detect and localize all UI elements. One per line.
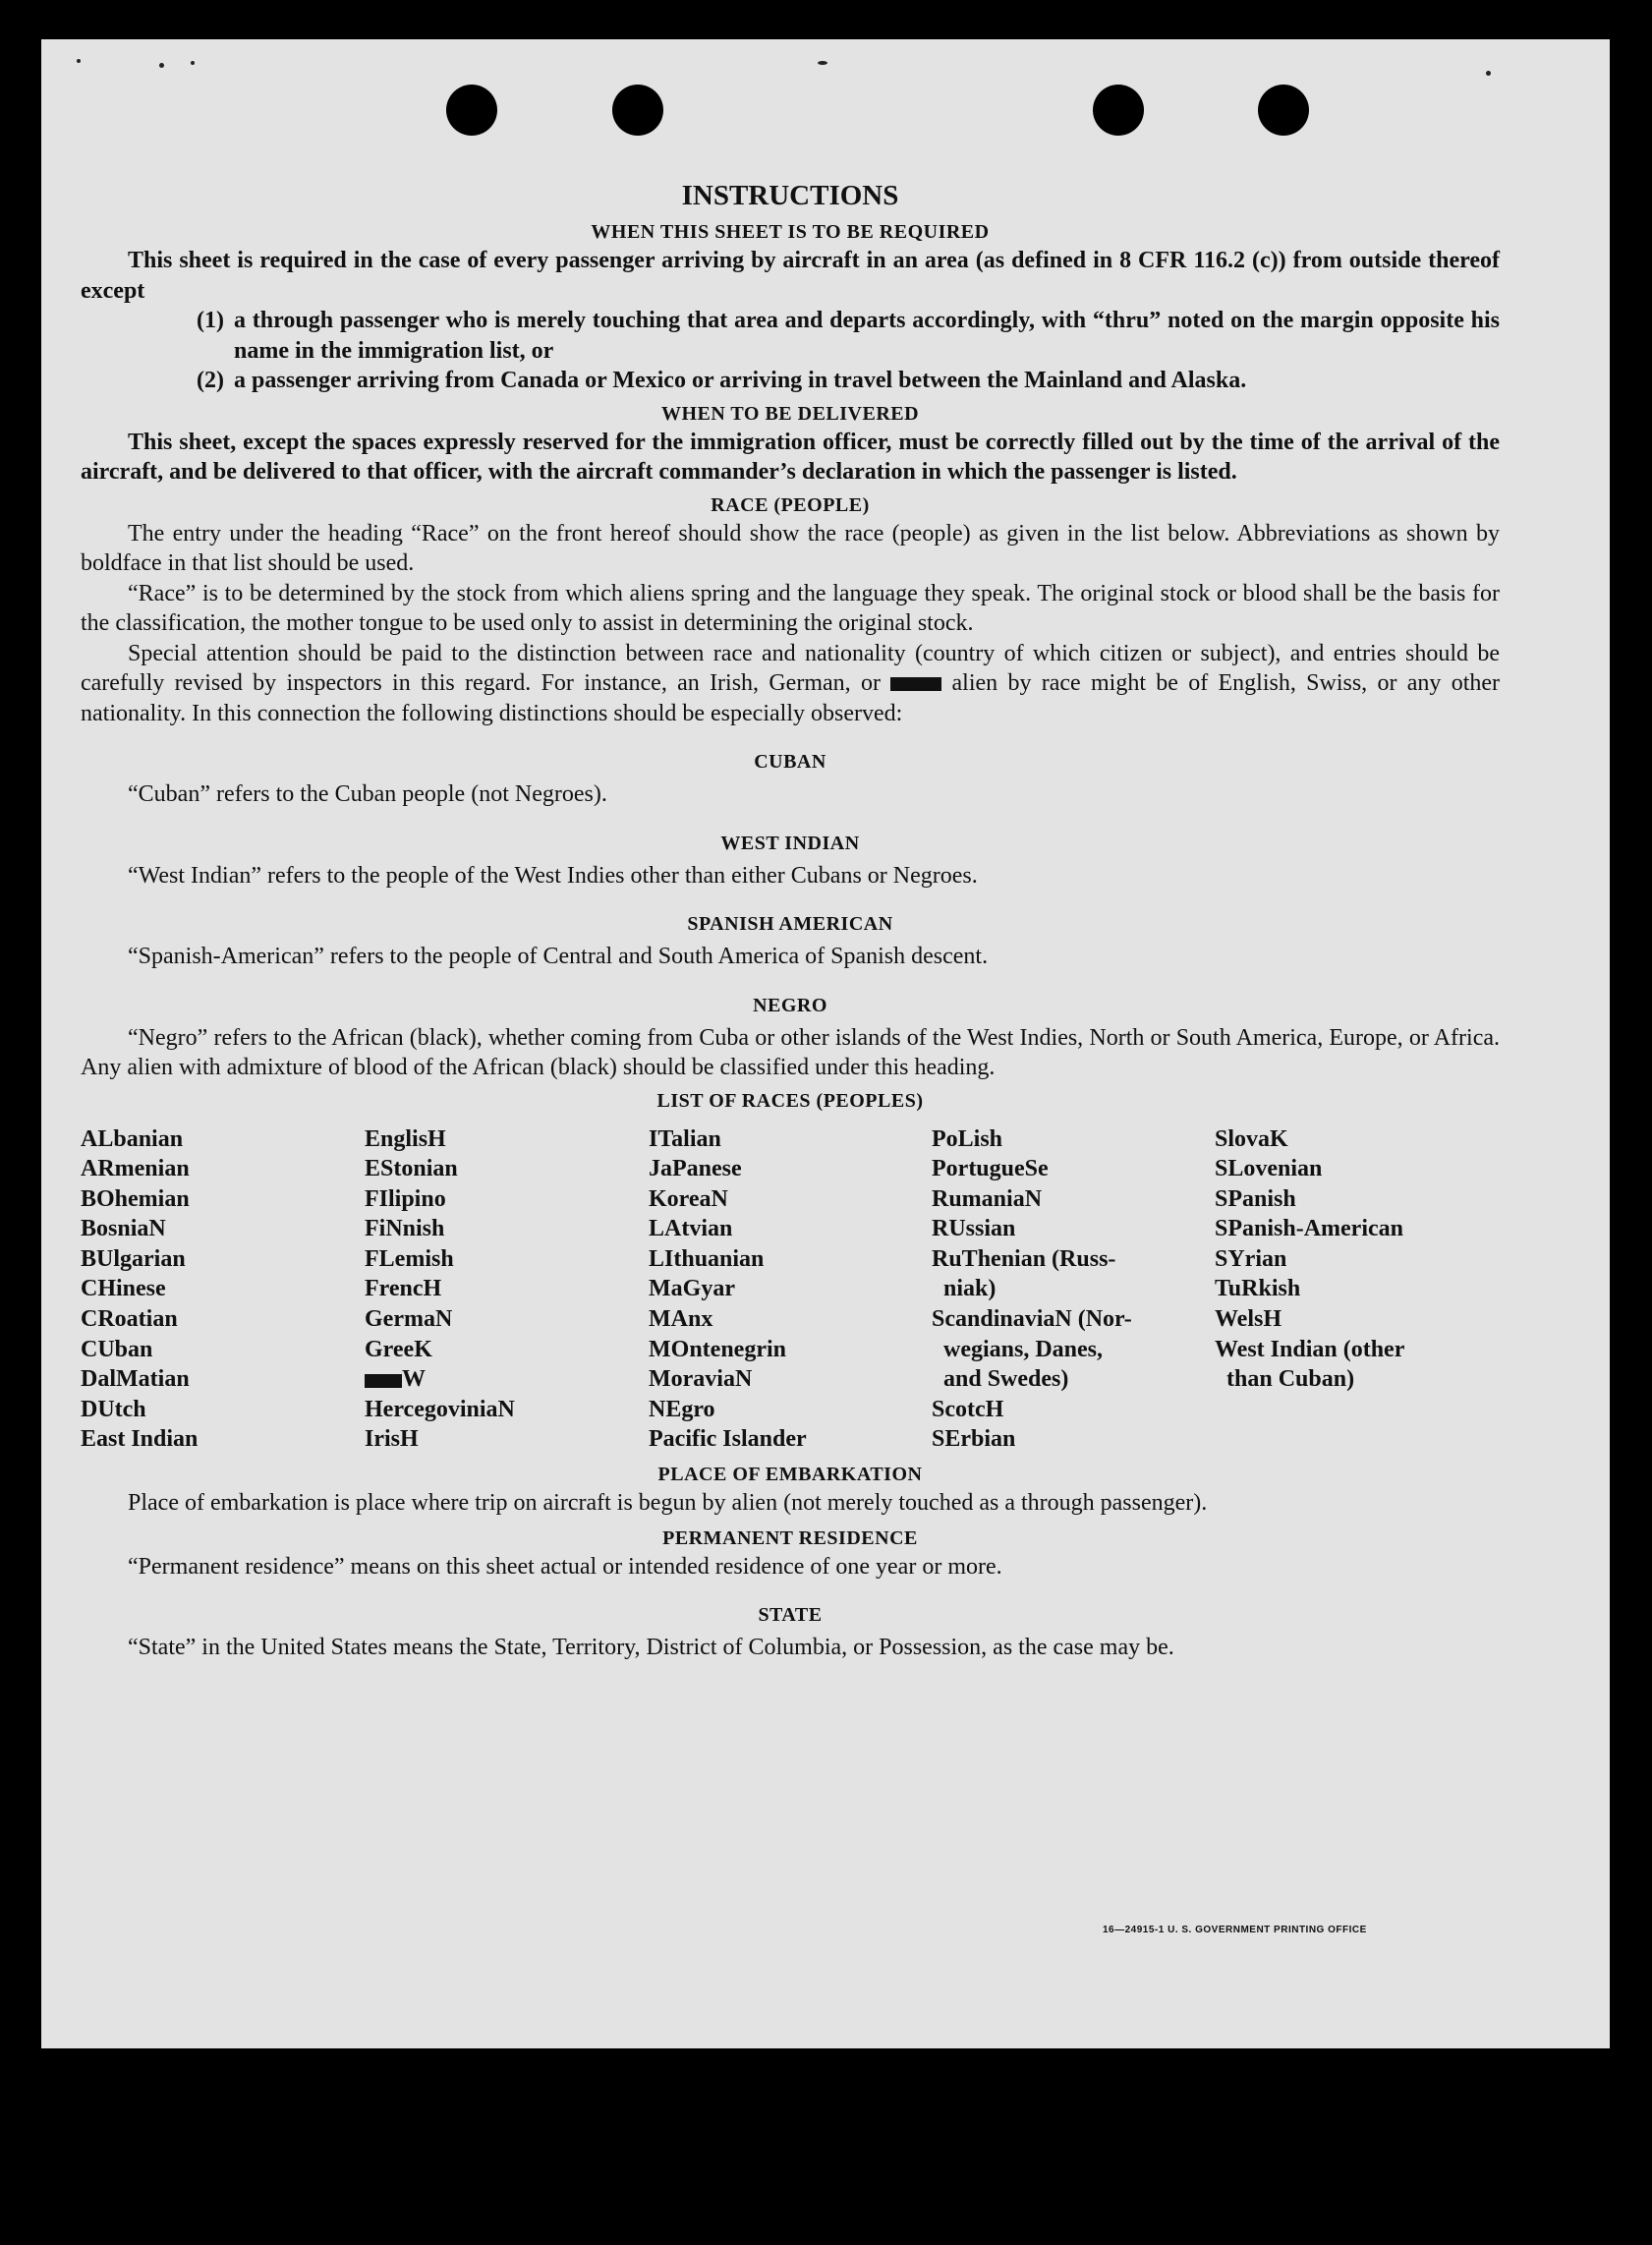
negro-text: “Negro” refers to the African (black), whether coming from Cuba or other islands of the West Indies, North or South America, Europe, or Africa. Any alien with admixture of blood of the African (black) should be classified under this heading. [81,1024,1500,1080]
race-entry: RUssian [932,1216,1016,1242]
spanish-american-text: “Spanish-American” refers to the people of Central and South America of Spanish descent. [128,944,989,969]
race-entry: PortugueSe [932,1156,1049,1182]
instructions-content [81,177,1500,1663]
race-entry-text: W [402,1366,426,1393]
race-paragraph-2: “Race” is to be determined by the stock from which aliens spring and the language they speak. The original stock or blood shall be the basis for the classification, the mother tongue to be used only to assist in determining the original stock. [81,580,1500,636]
race-entry: FiNnish [365,1216,445,1242]
race-entry: Pacific Islander [649,1426,807,1453]
race-entry [1215,1424,1500,1455]
speck [818,61,827,65]
cuban-text: “Cuban” refers to the Cuban people (not Negroes). [128,781,607,807]
race-entry: FIlipino [365,1185,446,1212]
list-item [81,366,1500,396]
race-entry: BOhemian [81,1185,190,1212]
section-heading: PERMANENT RESIDENCE [662,1526,918,1549]
race-entry: ScotcH [932,1396,1004,1422]
embarkation-text: Place of embarkation is place where trip on aircraft is begun by alien (not merely touched as a through passenger). [128,1490,1208,1517]
race-entry: IrisH [365,1426,419,1453]
race-paragraph-3b: alien by race might be of English, Swiss, or any other nationality. In this connection the following distinctions should be especially observed: [81,670,1501,726]
speck [77,59,81,63]
section-heading: NEGRO [753,994,827,1016]
race-entry: DUtch [81,1396,146,1422]
race-entry: LAtvian [649,1216,733,1242]
item-text: a passenger arriving from Canada or Mexico or arriving in travel between the Mainland and Alaska. [234,368,1247,393]
state-text: “State” in the United States means the State, Territory, District of Columbia, or Possession, as the case may be. [128,1635,1174,1661]
section-heading: WHEN THIS SHEET IS TO BE REQUIRED [591,221,990,243]
race-entry: ScandinaviaN (Nor- [932,1306,1132,1333]
required-intro: This sheet is required in the case of every passenger arriving by aircraft in an area (as defined in 8 CFR 116.2 (c)) from outside thereof except [81,248,1500,304]
race-entry: HercegoviniaN [365,1396,515,1422]
race-entry: DalMatian [81,1366,190,1393]
race-entry: SPanish-American [1215,1216,1403,1242]
item-number: (2) [197,368,224,393]
speck [191,61,195,65]
race-entry: niak) [932,1276,997,1302]
race-entry: SLovenian [1215,1156,1323,1182]
section-heading: WEST INDIAN [720,832,860,854]
race-entry: LIthuanian [649,1245,765,1272]
race-paragraph-3a: Special attention should be paid to the distinction between race and nationality (country of which citizen or subject), and entries should be carefully revised by inspectors in this regard. For instance, an Irish, German, or [81,640,1500,696]
list-item [81,306,1500,366]
race-entry: MoraviaN [649,1366,753,1393]
item-text: a through passenger who is merely touching that area and departs accordingly, with “thru” noted on the margin opposite his name in the immigration list, or [234,308,1500,364]
punch-hole [1258,85,1309,136]
race-entry: ARmenian [81,1156,190,1182]
race-entry: MaGyar [649,1276,735,1302]
race-entry: MAnx [649,1306,713,1333]
residence-text: “Permanent residence” means on this sheet actual or intended residence of one year or more. [128,1553,1002,1580]
west-indian-text: “West Indian” refers to the people of the West Indies other than either Cubans or Negroes. [128,862,978,889]
redaction-mark [365,1374,402,1388]
races-table [81,1124,1500,1456]
race-entry: SYrian [1215,1245,1287,1272]
race-entry: EStonian [365,1156,458,1182]
punch-hole [1093,85,1144,136]
race-entry: TuRkish [1215,1276,1301,1302]
item-number: (1) [197,308,224,333]
race-entry: RuThenian (Russ- [932,1245,1116,1272]
race-entry: SPanish [1215,1185,1296,1212]
race-entry: ITalian [649,1125,721,1152]
section-heading: WHEN TO BE DELIVERED [660,402,920,425]
race-entry: BosniaN [81,1216,166,1242]
redaction-mark [890,677,941,691]
race-entry: NEgro [649,1396,715,1422]
race-paragraph-1: The entry under the heading “Race” on the front hereof should show the race (people) as given in the list below. Abbreviations as shown by boldface in that list should be used. [81,520,1500,576]
race-entry: East Indian [81,1426,199,1453]
race-entry: BUlgarian [81,1245,186,1272]
race-entry: SlovaK [1215,1125,1288,1152]
race-entry: CRoatian [81,1306,178,1333]
speck [159,63,164,68]
section-heading: CUBAN [754,751,826,773]
race-entry: and Swedes) [932,1366,1069,1393]
race-entry: West Indian (other [1215,1336,1405,1362]
race-entry: MOntenegrin [649,1336,786,1362]
punch-hole [446,85,497,136]
race-entry: FrencH [365,1276,442,1302]
section-heading: SPANISH AMERICAN [687,913,893,935]
race-entry: wegians, Danes, [932,1336,1104,1362]
race-entry: KoreaN [649,1185,728,1212]
race-entry: CUban [81,1336,153,1362]
race-entry: WelsH [1215,1306,1282,1333]
race-entry: GermaN [365,1306,453,1333]
document-sheet [41,39,1610,2048]
race-entry: JaPanese [649,1156,742,1182]
section-heading: STATE [758,1604,823,1627]
race-entry: GreeK [365,1336,432,1362]
speck [1486,71,1491,76]
race-entry: RumaniaN [932,1185,1043,1212]
section-heading: PLACE OF EMBARKATION [657,1464,923,1486]
race-entry [1215,1395,1500,1425]
section-heading: RACE (PEOPLE) [711,493,870,516]
punch-hole [612,85,663,136]
race-paragraph-3 [81,639,1500,729]
race-entry [365,1364,649,1395]
page-title: INSTRUCTIONS [681,180,899,211]
race-entry: CHinese [81,1276,166,1302]
race-entry: PoLish [932,1125,1003,1152]
print-code: 16—24915-1 U. S. GOVERNMENT PRINTING OFFICE [1103,1925,1367,1935]
race-entry: FLemish [365,1245,454,1272]
section-heading: LIST OF RACES (PEOPLES) [656,1089,924,1112]
race-entry: than Cuban) [1215,1366,1355,1393]
delivered-text: This sheet, except the spaces expressly reserved for the immigration officer, must be correctly filled out by the time of the arrival of the aircraft, and be delivered to that officer, with the aircraft commander’s declaration in which the passenger is listed. [81,429,1500,485]
race-entry: SErbian [932,1426,1016,1453]
race-entry: EnglisH [365,1125,446,1152]
race-entry: ALbanian [81,1125,184,1152]
